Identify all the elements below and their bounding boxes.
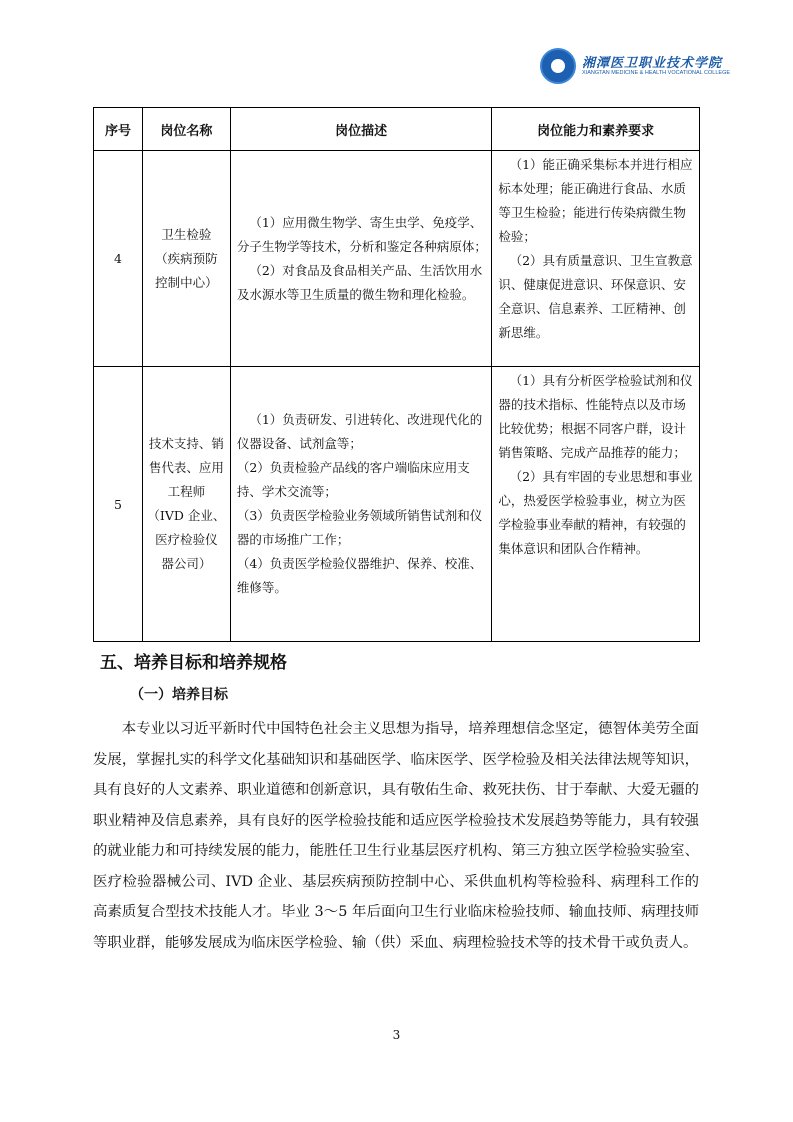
header-num: 序号 (94, 108, 143, 151)
logo-english-name: XIANGTAN MEDICINE & HEALTH VOCATIONAL COLLEGE (582, 70, 731, 76)
name-line: （IVD 企业、 (147, 508, 226, 523)
row-name (142, 367, 230, 642)
page-number: 3 (392, 1028, 401, 1042)
name-line: 工程师 (167, 484, 206, 499)
table-header-row (94, 108, 700, 151)
name-line: 医疗检验仪 (155, 532, 218, 547)
table-row (94, 151, 700, 367)
logo-chinese-name: 湘潭医卫职业技术学院 (582, 56, 723, 71)
name-line: 控制中心） (155, 274, 218, 290)
table-row (94, 367, 700, 642)
job-table (93, 107, 700, 642)
row-desc (230, 151, 492, 367)
req-item: （1）具有分析医学检验试剂和仪器的技术指标、性能特点以及市场比较优势；根据不同客户群，设计销售策略、完成产品推荐的能力； (498, 373, 693, 460)
req-item: （2）具有牢固的专业思想和事业心，热爱医学检验事业，树立为医学检验事业奉献的精神，有较强的集体意识和团队合作精神。 (498, 469, 693, 556)
section-title: 五、培养目标和培养规格 (100, 653, 287, 673)
row-num: 4 (94, 151, 143, 367)
college-emblem-icon (540, 48, 576, 84)
header-name: 岗位名称 (142, 108, 230, 151)
header-desc: 岗位描述 (230, 108, 492, 151)
req-item: （1）能正确采集标本并进行相应标本处理；能正确进行食品、水质等卫生检验；能进行传染病微生物检验； (498, 157, 693, 244)
subsection-title: （一）培养目标 (130, 687, 228, 703)
row-num: 5 (94, 367, 143, 642)
row-req (492, 151, 700, 367)
section-body: 本专业以习近平新时代中国特色社会主义思想为指导，培养理想信念坚定，德智体美劳全面发展，掌握扎实的科学文化基础知识和基础医学、临床医学、医学检验及相关法律法规等知识，具有良好的人文素养、职业道德和创新意识，具有敬佑生命、救死扶伤、甘于奉献、大爱无疆的职业精神及信息素养，具有良好的医学检验技能和适应医学检验技术发展趋势等能力，具有较强的就业能力和可持续发展的能力，能胜任卫生行业基层医疗机构、第三方独立医学检验实验室、医疗检验器械公司、IVD 企业、基层疾病预防控制中心、采供血机构等检验科、病理科工作的高素质复合型技术技能人才。毕业 3～5 年后面向卫生行业临床检验技师、输血技师、病理技师等职业群，能够发展成为临床医学检验、输（供）采血、病理检验技术等的技术骨干或负责人。 (93, 721, 699, 951)
desc-item: （1）负责研发、引进转化、改进现代化的仪器设备、试剂盒等； (236, 412, 483, 451)
row-name (142, 151, 230, 367)
desc-item: （2）负责检验产品线的客户端临床应用支持、学术交流等； (236, 460, 470, 499)
desc-item: （4）负责医学检验仪器维护、保养、校准、维修等。 (236, 556, 483, 595)
row-req (492, 367, 700, 642)
name-line: 售代表、应用 (148, 460, 224, 475)
header-req: 岗位能力和素养要求 (492, 108, 700, 151)
name-line: （疾病预防 (155, 250, 218, 266)
name-line: 技术支持、销 (148, 436, 224, 451)
desc-item: （1）应用微生物学、寄生虫学、免疫学、分子生物学等技术，分析和鉴定各种病原体； (236, 214, 487, 254)
desc-item: （2）对食品及食品相关产品、生活饮用水及水源水等卫生质量的微生物和理化检验。 (236, 262, 483, 302)
req-item: （2）具有质量意识、卫生宣教意识、健康促进意识、环保意识、安全意识、信息素养、工匠精神、创新思维。 (498, 253, 693, 340)
name-line: 卫生检验 (161, 226, 212, 242)
name-line: 器公司） (161, 556, 212, 571)
desc-item: （3）负责医学检验业务领域所销售试剂和仪器的市场推广工作； (236, 508, 483, 547)
college-logo (540, 48, 740, 88)
row-desc (230, 367, 492, 642)
